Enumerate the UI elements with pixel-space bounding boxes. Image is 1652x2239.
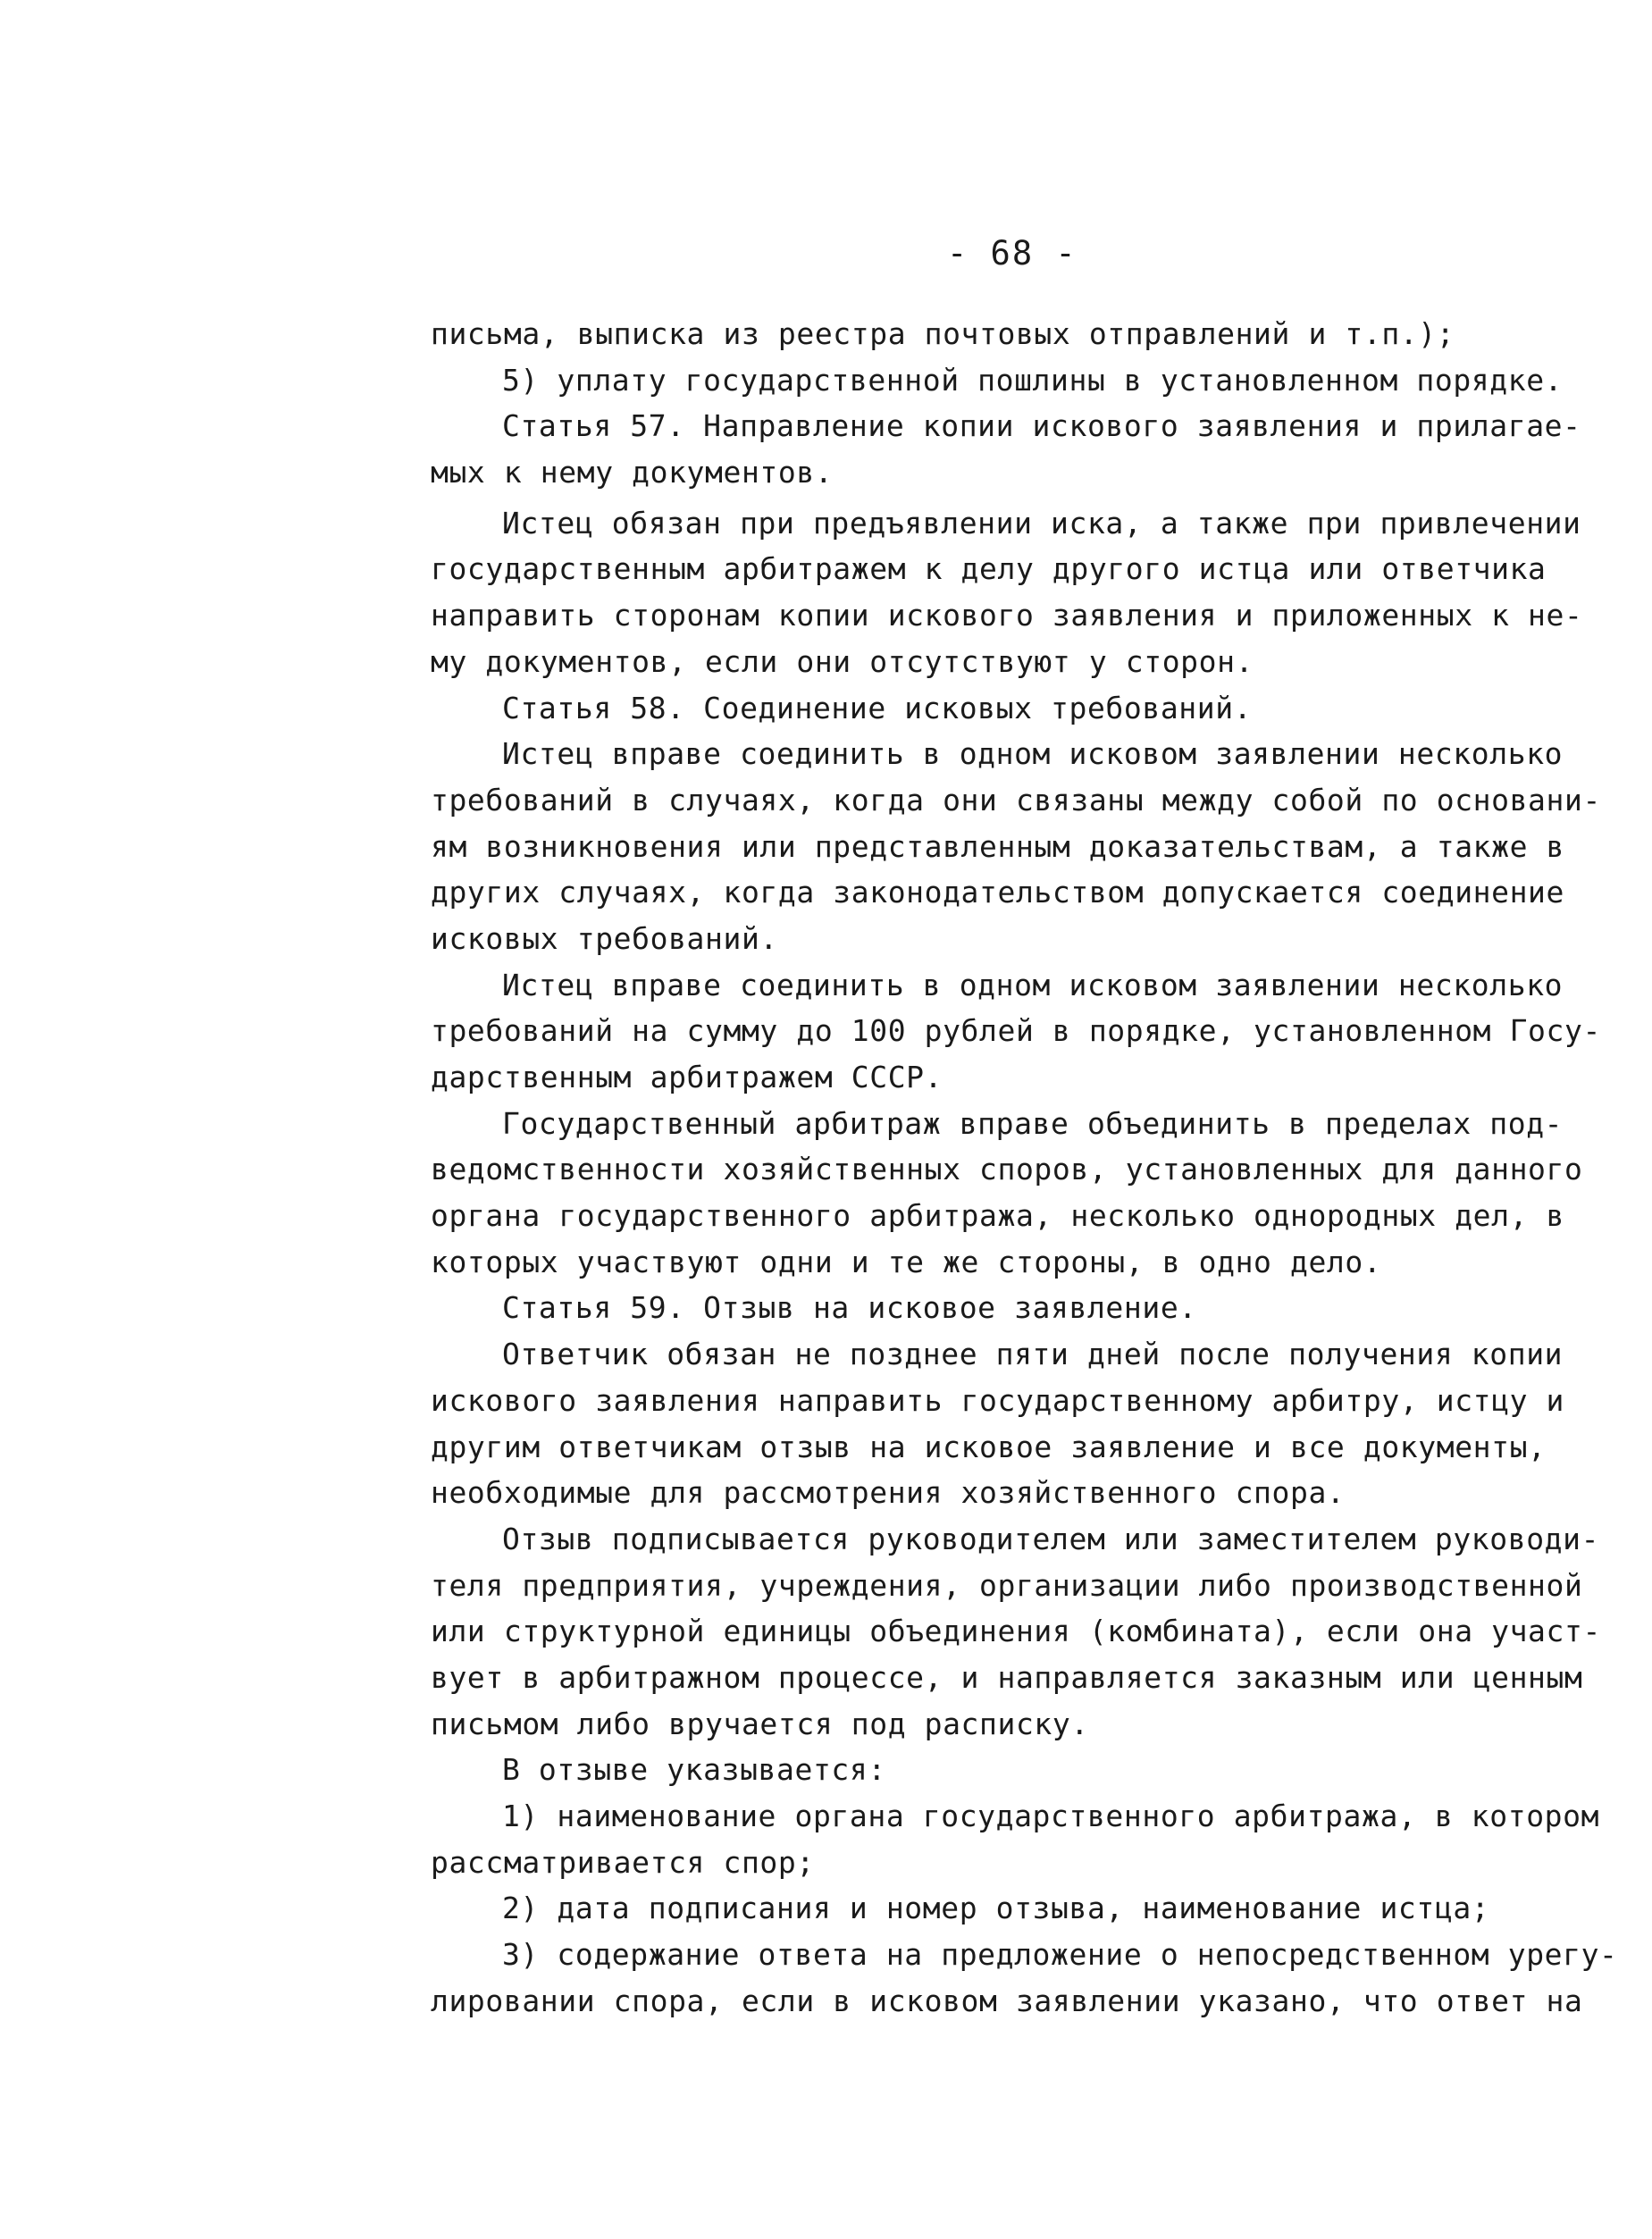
article-heading-57: Статья 57. Направление копии искового заявления и прилагае-	[502, 408, 1581, 444]
text-line: рассматривается спор;	[431, 1844, 815, 1880]
text-line: Истец вправе соединить в одном исковом заявлении несколько	[502, 736, 1564, 772]
document-body	[431, 311, 1618, 2024]
text-line: направить сторонам копии искового заявления и приложенных к не-	[431, 598, 1583, 633]
text-line: Государственный арбитраж вправе объединить в пределах под-	[502, 1105, 1564, 1141]
text-line: В отзыве указывается:	[502, 1752, 886, 1788]
text-line: требований в случаях, когда они связаны между собой по основани-	[431, 782, 1601, 818]
text-line: мых к нему документов.	[431, 455, 834, 491]
list-item: 2) дата подписания и номер отзыва, наименование истца;	[502, 1891, 1490, 1926]
text-line: Отзыв подписывается руководителем или заместителем руководи-	[502, 1521, 1600, 1556]
text-line: вует в арбитражном процессе, и направляется заказным или ценным	[431, 1659, 1583, 1695]
text-line: Ответчик обязан не позднее пяти дней после получения копии	[502, 1337, 1564, 1372]
text-line: письмом либо вручается под расписку.	[431, 1706, 1089, 1741]
text-line: которых участвуют одни и те же стороны, в одно дело.	[431, 1244, 1382, 1279]
text-line: или структурной единицы объединения (комбината), если она участ-	[431, 1614, 1601, 1649]
text-line: Истец вправе соединить в одном исковом заявлении несколько	[502, 967, 1564, 1002]
text-line: государственным арбитражем к делу другого истца или ответчика	[431, 551, 1547, 587]
list-item: 1) наименование органа государственного арбитража, в котором	[502, 1799, 1600, 1833]
text-line: 5) уплату государственной пошлины в установленном порядке.	[502, 362, 1564, 398]
text-line: письма, выписка из реестра почтовых отправлений и т.п.);	[431, 316, 1455, 351]
text-line: искового заявления направить государственному арбитру, истцу и	[431, 1382, 1564, 1418]
text-line: Истец обязан при предъявлении иска, а также при привлечении	[502, 505, 1581, 541]
article-heading-58: Статья 58. Соединение исковых требований.	[502, 690, 1253, 725]
text-line: органа государственного арбитража, несколько однородных дел, в	[431, 1198, 1564, 1234]
text-line: требований на сумму до 100 рублей в порядке, установленном Госу-	[431, 1013, 1601, 1049]
text-line: ям возникновения или представленным доказательствам, а также в	[431, 828, 1564, 864]
list-item: 3) содержание ответа на предложение о непосредственном урегу-	[502, 1937, 1618, 1973]
text-line: необходимые для рассмотрения хозяйственного спора.	[431, 1475, 1346, 1511]
article-heading-59: Статья 59. Отзыв на исковое заявление.	[502, 1290, 1197, 1326]
text-line: исковых требований.	[431, 920, 778, 956]
text-line: дарственным арбитражем СССР.	[431, 1060, 943, 1094]
text-line: теля предприятия, учреждения, организации либо производственной	[431, 1567, 1583, 1603]
text-line: лировании спора, если в исковом заявлении указано, что ответ на	[431, 1983, 1583, 2018]
text-line: ведомственности хозяйственных споров, установленных для данного	[431, 1152, 1583, 1187]
page-number: - 68 -	[947, 234, 1078, 273]
text-line: другим ответчикам отзыв на исковое заявление и все документы,	[431, 1429, 1547, 1464]
text-line: му документов, если они отсутствуют у сторон.	[431, 643, 1254, 679]
text-line: других случаях, когда законодательством допускается соединение	[431, 875, 1564, 910]
